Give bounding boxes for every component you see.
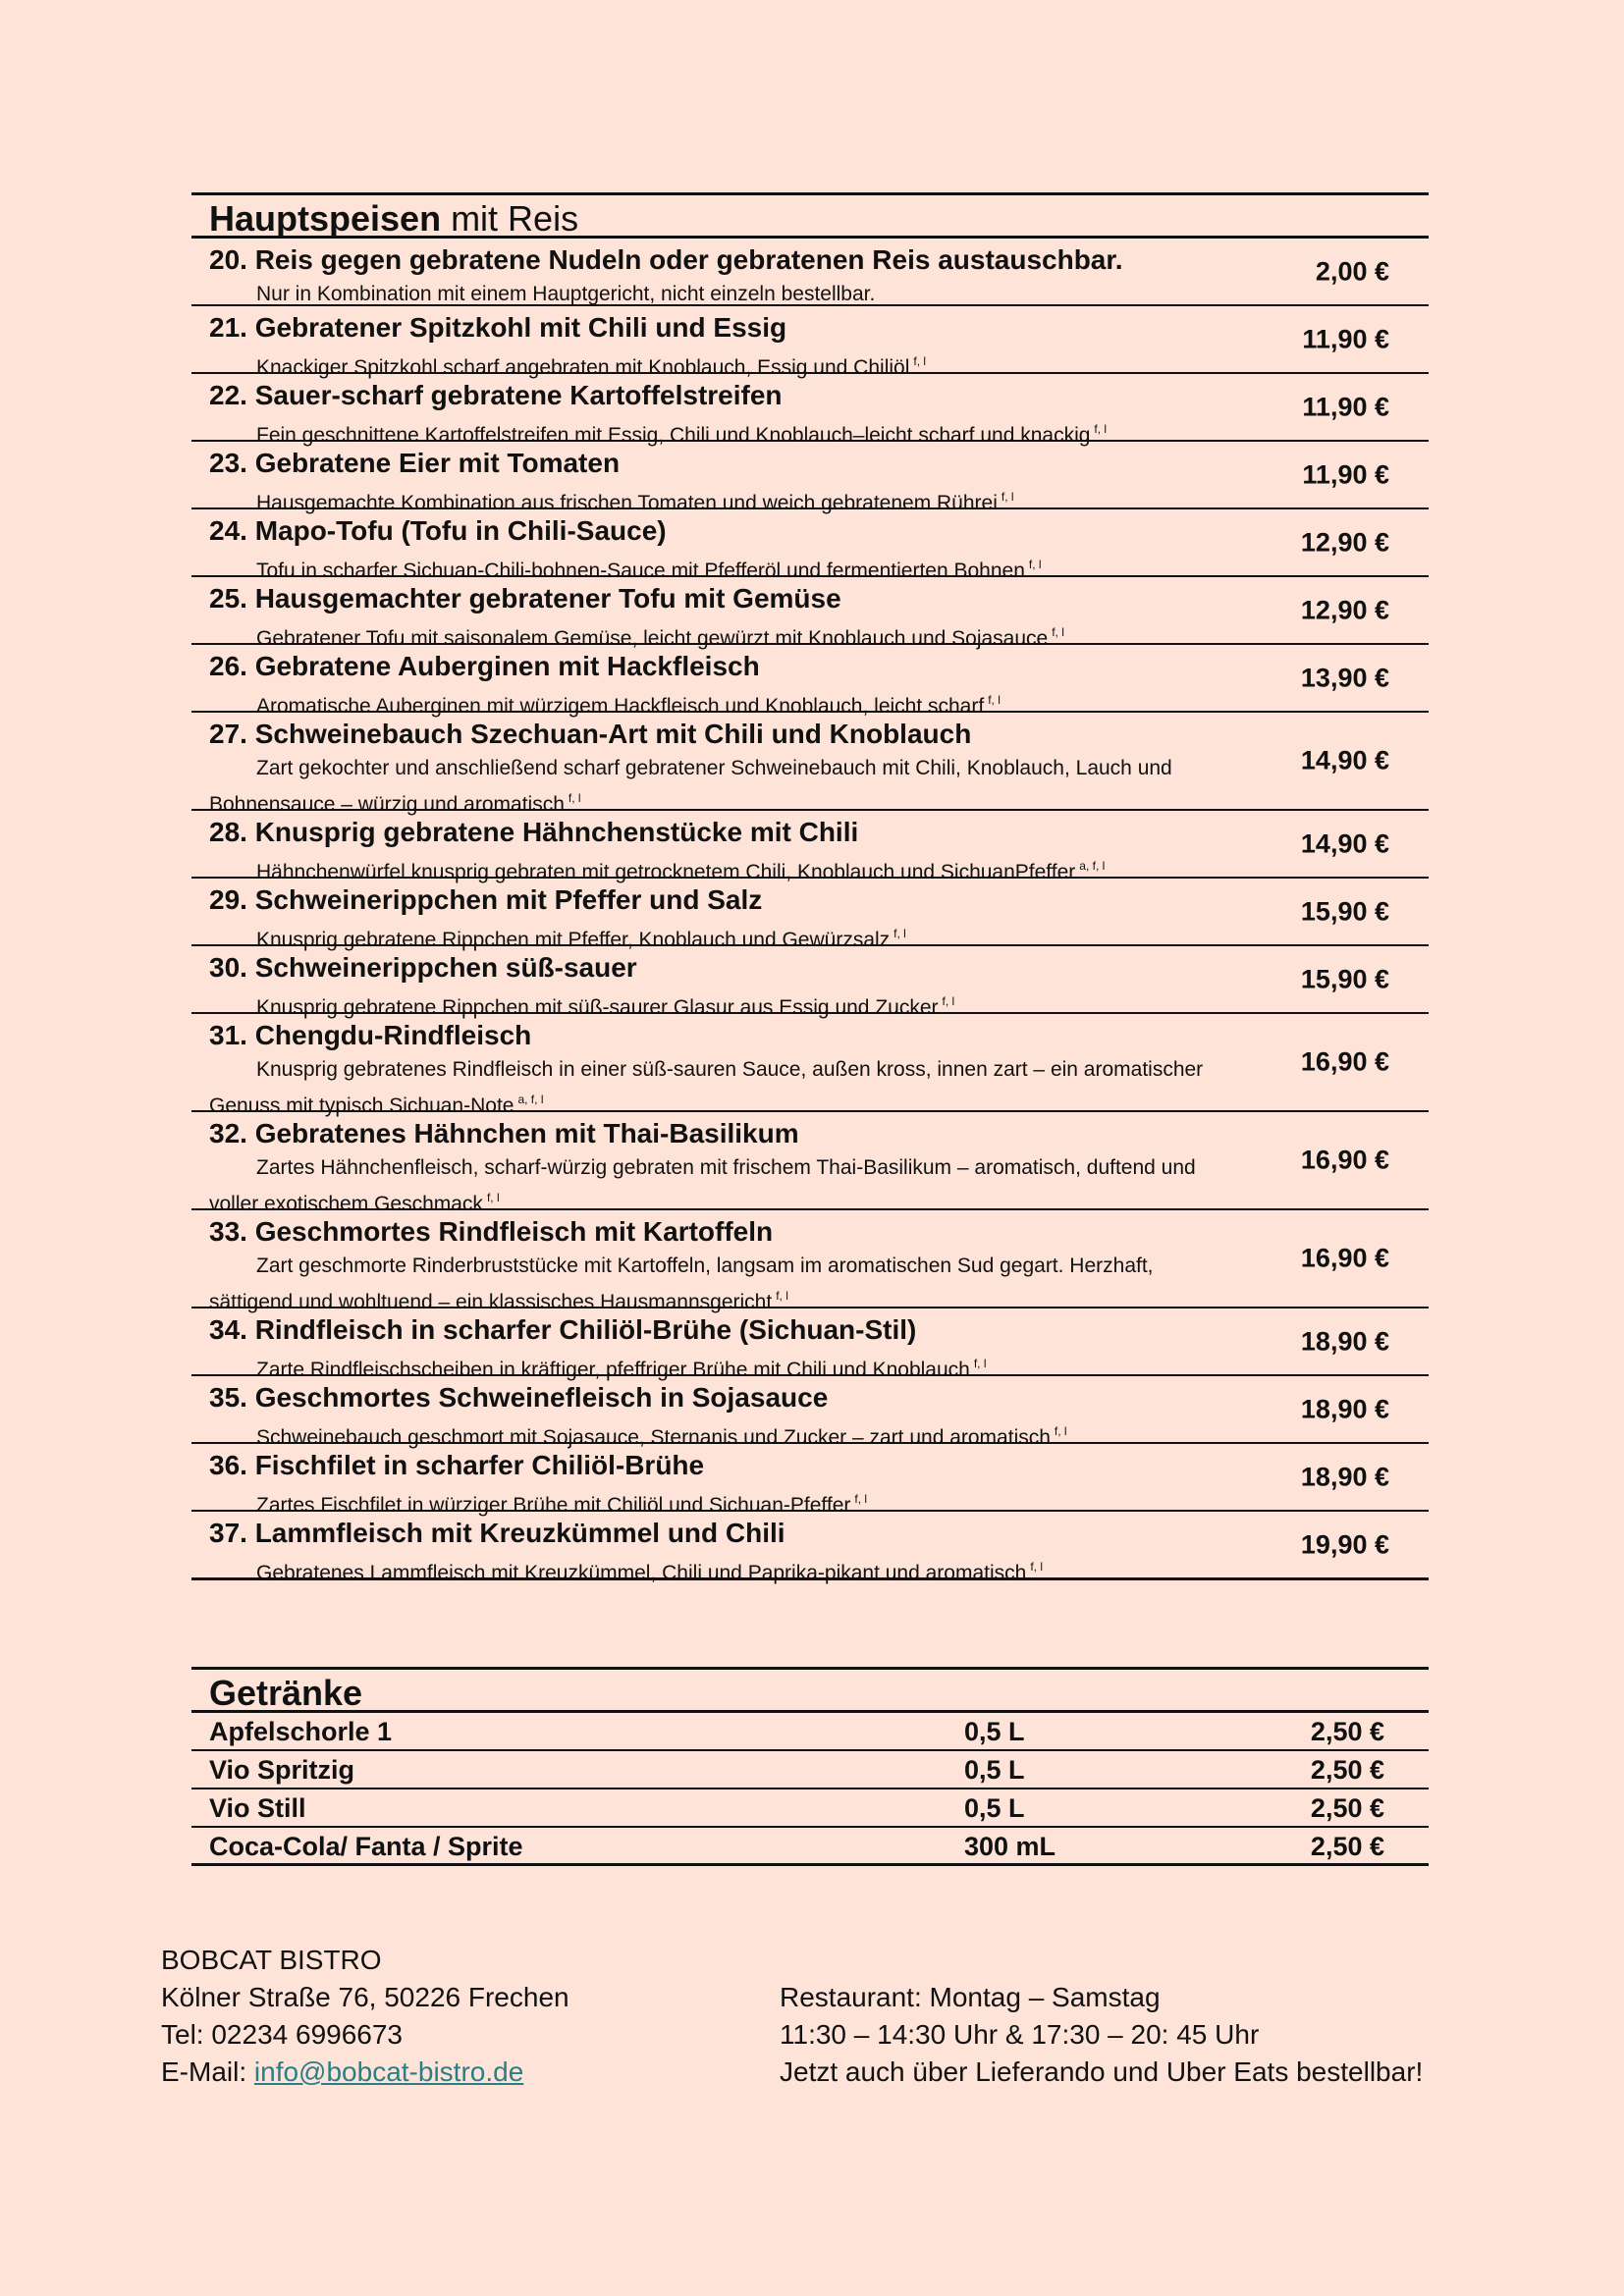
dish-price: 18,90 € [1300, 1326, 1389, 1356]
menu-item [191, 1376, 1429, 1449]
dish-title: 30. Schweinerippchen süß-sauer [209, 952, 637, 983]
menu-item [191, 1512, 1429, 1584]
allergen-codes: f, l [1028, 558, 1042, 571]
allergen-codes: f, l [942, 994, 955, 1008]
dish-price: 16,90 € [1300, 1145, 1389, 1175]
drink-price: 2,50 € [1310, 1793, 1384, 1823]
menu-item [191, 946, 1429, 1019]
drink-row [191, 1713, 1429, 1751]
dish-title: 27. Schweinebauch Szechuan-Art mit Chili und Knoblauch [209, 719, 972, 749]
dish-price: 14,90 € [1300, 828, 1389, 858]
dish-description: Zarte Rindfleischscheiben in kräftiger, pfeffriger Brühe mit Chili und Knoblauch $^{f, l}$ [256, 1357, 987, 1381]
drink-name: Vio Spritzig [209, 1755, 355, 1785]
menu-item [191, 509, 1429, 582]
dish-description: Gebratenes Lammfleisch mit Kreuzkümmel, Chili und Paprika-pikant und aromatisch $^{f, l}$ [256, 1560, 1044, 1584]
allergen-codes: f, l [854, 1492, 868, 1506]
allergen-codes: f, l [1001, 490, 1014, 504]
drink-price: 2,50 € [1310, 1755, 1384, 1785]
allergen-codes: f, l [1052, 625, 1064, 639]
allergen-codes: f, l [1094, 422, 1108, 436]
opening-days: Restaurant: Montag – Samstag [780, 1982, 1161, 2012]
dish-title: 31. Chengdu-Rindfleisch [209, 1020, 532, 1050]
menu-item [191, 645, 1429, 718]
email-link[interactable]: info@bobcat-bistro.de [253, 2056, 524, 2087]
allergen-codes: f, l [1054, 1424, 1067, 1438]
dish-description: Zartes Fischfilet in würziger Brühe mit Chiliöl und Sichuan-Pfeffer $^{f, l}$ [256, 1492, 868, 1517]
dish-title: 37. Lammfleisch mit Kreuzkümmel und Chili [209, 1518, 785, 1548]
drink-name: Vio Still [209, 1793, 306, 1823]
allergen-codes: f, l [988, 693, 1001, 707]
allergen-codes: f, l [913, 354, 927, 368]
dish-price: 18,90 € [1300, 1394, 1389, 1423]
dish-price: 12,90 € [1300, 527, 1389, 557]
menu-item [191, 1112, 1429, 1215]
dish-description: Gebratener Tofu mit saisonalem Gemüse, leicht gewürzt mit Knoblauch und Sojasauce $^{f, l}$ [256, 625, 1064, 650]
drink-volume: 0,5 L [964, 1793, 1025, 1823]
dish-title: 33. Geschmortes Rindfleisch mit Kartoffeln [209, 1216, 774, 1247]
opening-hours: 11:30 – 14:30 Uhr & 17:30 – 20: 45 Uhr [780, 2019, 1260, 2050]
dish-title: 26. Gebratene Auberginen mit Hackfleisch [209, 651, 760, 681]
drink-volume: 0,5 L [964, 1755, 1025, 1785]
dish-title: 25. Hausgemachter gebratener Tofu mit Gemüse [209, 583, 841, 614]
dish-title: 24. Mapo-Tofu (Tofu in Chili-Sauce) [209, 515, 667, 546]
dish-price: 16,90 € [1300, 1046, 1389, 1077]
dish-title: 32. Gebratenes Hähnchen mit Thai-Basilikum [209, 1118, 799, 1148]
drink-volume: 0,5 L [964, 1717, 1025, 1746]
dish-description: Knusprig gebratene Rippchen mit süß-saurer Glasur aus Essig und Zucker $^{f, l}$ [256, 994, 955, 1019]
restaurant-address: Kölner Straße 76, 50226 Frechen [161, 1982, 569, 2012]
dish-title: 28. Knusprig gebratene Hähnchenstücke mit Chili [209, 817, 859, 847]
dish-title: 35. Geschmortes Schweinefleisch in Sojasauce [209, 1382, 829, 1413]
dish-price: 14,90 € [1300, 745, 1389, 775]
dish-description: Fein geschnittene Kartoffelstreifen mit Essig, Chili und Knoblauch–leicht scharf und knackig $^{f, l}$ [256, 422, 1108, 447]
main-dishes-heading: Hauptspeisen mit Reis [191, 192, 1429, 239]
drink-row [191, 1789, 1429, 1828]
allergen-codes: f, l [776, 1289, 788, 1303]
dish-price: 12,90 € [1300, 595, 1389, 624]
dish-title: 23. Gebratene Eier mit Tomaten [209, 448, 621, 478]
drinks-section [191, 1667, 1429, 1866]
allergen-codes: f, l [973, 1357, 987, 1370]
dish-price: 11,90 € [1302, 392, 1389, 421]
dish-title: 36. Fischfilet in scharfer Chiliöl-Brühe [209, 1450, 705, 1480]
menu-item [191, 442, 1429, 514]
footer-hours [780, 1979, 1423, 2091]
drink-price: 2,50 € [1310, 1717, 1384, 1746]
dish-description: Zart geschmorte Rinderbruststücke mit Kartoffeln, langsam im aromatischen Sud gegart. Herzhaft, sättigend und wohltuend – ein klassisches Hausmannsgericht $^{f, l}$ [209, 1255, 1154, 1313]
dish-title: 20. Reis gegen gebratene Nudeln oder gebratenen Reis austauschbar. [209, 244, 1123, 275]
dish-price: 2,00 € [1315, 256, 1389, 286]
allergen-codes: f, l [486, 1191, 500, 1204]
allergen-codes: a, f, l [517, 1093, 544, 1106]
dish-description: Knusprig gebratene Rippchen mit Pfeffer, Knoblauch und Gewürzsalz $^{f, l}$ [256, 927, 906, 951]
dish-description: Schweinebauch geschmort mit Sojasauce, Sternanis und Zucker – zart und aromatisch $^{f, l}$ [256, 1424, 1067, 1449]
menu-item [191, 577, 1429, 650]
allergen-codes: f, l [893, 927, 906, 940]
dish-description: Hausgemachte Kombination aus frischen Tomaten und weich gebratenem Rührei $^{f, l}$ [256, 490, 1014, 514]
dish-description: Nur in Kombination mit einem Hauptgericht, nicht einzeln bestellbar. [256, 283, 876, 305]
main-dishes-section [191, 192, 1429, 1584]
menu-item [191, 374, 1429, 447]
dish-description: Knusprig gebratenes Rindfleisch in einer süß-sauren Sauce, außen kross, innen zart – ein aromatischer Genuss mit typisch Sichuan-Note $^{a, f, l}$ [209, 1058, 1204, 1117]
dish-price: 11,90 € [1302, 324, 1389, 353]
dish-title: 21. Gebratener Spitzkohl mit Chili und Essig [209, 312, 787, 343]
menu-item [191, 879, 1429, 951]
menu-item [191, 239, 1429, 306]
dish-description: Hähnchenwürfel knusprig gebraten mit getrocknetem Chili, Knoblauch und SichuanPfeffer $^{a, f, l}$ [256, 859, 1106, 883]
drink-volume: 300 mL [964, 1832, 1056, 1861]
allergen-codes: f, l [568, 791, 581, 805]
drinks-heading: Getränke [191, 1667, 1429, 1713]
dish-price: 18,90 € [1300, 1462, 1389, 1491]
menu-item [191, 1014, 1429, 1117]
menu-item [191, 306, 1429, 379]
drink-name: Apfelschorle 1 [209, 1717, 393, 1746]
dish-description: Tofu in scharfer Sichuan-Chili-bohnen-Sauce mit Pfefferöl und fermentierten Bohnen $^{f, l}$ [256, 558, 1042, 582]
menu-item [191, 1308, 1429, 1381]
dish-description: Aromatische Auberginen mit würzigem Hackfleisch und Knoblauch, leicht scharf $^{f, l}$ [256, 693, 1001, 718]
dish-title: 34. Rindfleisch in scharfer Chiliöl-Brühe (Sichuan-Stil) [209, 1314, 917, 1345]
dish-title: 22. Sauer-scharf gebratene Kartoffelstreifen [209, 380, 783, 410]
dish-price: 16,90 € [1300, 1243, 1389, 1273]
allergen-codes: a, f, l [1079, 859, 1106, 873]
dish-price: 11,90 € [1302, 459, 1389, 489]
dish-price: 19,90 € [1300, 1529, 1389, 1559]
dish-description: Zart gekochter und anschließend scharf gebratener Schweinebauch mit Chili, Knoblauch, Lauch und Bohnensauce – würzig und aromatisch $^{f, l}$ [209, 757, 1172, 816]
menu-item [191, 713, 1429, 816]
drink-row [191, 1751, 1429, 1789]
menu-item [191, 811, 1429, 883]
drink-price: 2,50 € [1310, 1832, 1384, 1861]
dish-price: 15,90 € [1300, 964, 1389, 993]
footer-contact [161, 1942, 569, 2091]
dish-description: Zartes Hähnchenfleisch, scharf-würzig gebraten mit frischem Thai-Basilikum – aromatisch, duftend und voller exotischem Geschmack $^{f, l}$ [209, 1156, 1196, 1215]
delivery-note: Jetzt auch über Lieferando und Uber Eats bestellbar! [780, 2056, 1424, 2087]
menu-item [191, 1210, 1429, 1313]
dish-price: 15,90 € [1300, 896, 1389, 926]
restaurant-email-line: E-Mail: info@bobcat-bistro.de [161, 2056, 524, 2087]
menu-item [191, 1444, 1429, 1517]
restaurant-name: BOBCAT BISTRO [161, 1945, 382, 1975]
drink-name: Coca-Cola/ Fanta / Sprite [209, 1832, 523, 1861]
dish-description: Knackiger Spitzkohl scharf angebraten mit Knoblauch, Essig und Chiliöl $^{f, l}$ [256, 354, 927, 379]
allergen-codes: f, l [1030, 1560, 1044, 1574]
restaurant-phone: Tel: 02234 6996673 [161, 2019, 403, 2050]
dish-title: 29. Schweinerippchen mit Pfeffer und Salz [209, 884, 763, 915]
dish-price: 13,90 € [1300, 663, 1389, 692]
drink-row [191, 1828, 1429, 1866]
